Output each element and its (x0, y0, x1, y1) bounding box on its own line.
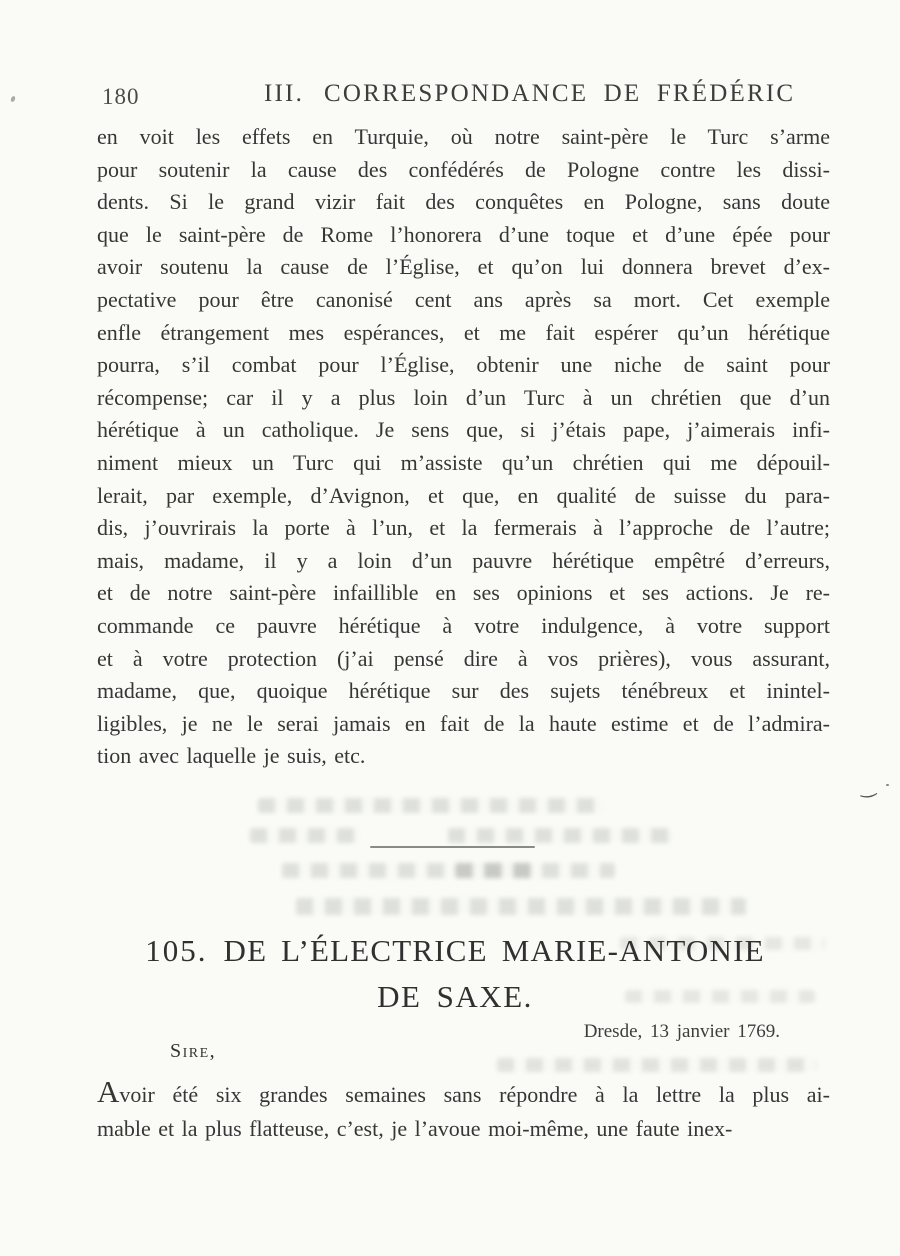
body-line: mais, madame, il y a loin d’un pauvre hérétique empêtré d’erreurs, (97, 547, 830, 573)
section-heading-line1 (60, 933, 850, 969)
running-header (264, 80, 796, 108)
bleed-through-text (448, 828, 673, 843)
body-line: pectative pour être canonisé cent ans après sa mort. Cet exemple (97, 286, 830, 312)
body-line: dents. Si le grand vizir fait des conquêtes en Pologne, sans doute (97, 189, 830, 215)
section-number: 105. (145, 933, 208, 968)
scan-speck (10, 95, 16, 102)
body-line: que le saint-père de Rome l’honorera d’une toque et d’une épée pour (97, 221, 830, 247)
section-title-line2: DE SAXE. (377, 979, 533, 1014)
body-line: en voit les effets en Turquie, où notre saint-père le Turc s’arme (97, 124, 830, 149)
letter-body-end (97, 121, 830, 773)
bleed-through-text (455, 863, 615, 878)
section-heading (60, 933, 850, 1015)
body-line: pourra, s’il combat pour l’Église, obtenir une niche de saint pour (97, 352, 830, 378)
running-title: CORRESPONDANCE DE FRÉDÉRIC (324, 80, 796, 107)
body-line: mable et la plus flatteuse, c’est, je l’avoue moi-même, une faute inex- (97, 1115, 733, 1141)
bleed-through-text (296, 898, 746, 915)
body-line: lerait, par exemple, d’Avignon, et que, en qualité de suisse du para- (97, 482, 830, 508)
bleed-through-text (250, 828, 360, 843)
scan-mark: ‿ (858, 776, 877, 799)
body-line: et de notre saint-père infaillible en ses opinions et ses actions. Je re- (97, 580, 830, 606)
page-number: 180 (102, 84, 140, 109)
body-line: dis, j’ouvrirais la porte à l’un, et la fermerais à l’approche de l’autre; (97, 515, 830, 541)
salutation: Sire, (170, 1040, 217, 1062)
scan-mark-dot (886, 784, 889, 786)
body-line: Avoir été six grandes semaines sans répondre à la lettre la plus ai- (97, 1074, 830, 1109)
bleed-through-text (258, 798, 603, 813)
body-line: enfle étrangement mes espérances, et me fait espérer qu’un hérétique (97, 319, 830, 345)
dateline: Dresde, 13 janvier 1769. (583, 1021, 780, 1042)
body-line: récompense; car il y a plus loin d’un Turc à un chrétien que d’un (97, 384, 830, 410)
body-line: hérétique à un catholique. Je sens que, si j’étais pape, j’aimerais infi- (97, 417, 830, 443)
body-line: tion avec laquelle je suis, etc. (97, 743, 366, 769)
letter-body-start (97, 1074, 830, 1145)
body-line: commande ce pauvre hérétique à votre indulgence, à votre support (97, 612, 830, 638)
section-divider (370, 846, 535, 848)
body-line: et à votre protection (j’ai pensé dire à vos prières), vous assurant, (97, 645, 830, 671)
body-line: niment mieux un Turc qui m’assiste qu’un chrétien qui me dépouil- (97, 449, 830, 475)
chapter-number: III. (264, 80, 305, 107)
body-line: avoir soutenu la cause de l’Église, et qu’on lui donnera brevet d’ex- (97, 254, 830, 280)
body-line: ligibles, je ne le serai jamais en fait de la haute estime et de l’admira- (97, 710, 830, 736)
body-line: pour soutenir la cause des confédérés de Pologne contre les dissi- (97, 156, 830, 182)
section-title-line1: DE L’ÉLECTRICE MARIE-ANTONIE (223, 933, 765, 968)
bleed-through-text (497, 1058, 817, 1072)
body-line: madame, que, quoique hérétique sur des sujets ténébreux et inintel- (97, 678, 830, 704)
